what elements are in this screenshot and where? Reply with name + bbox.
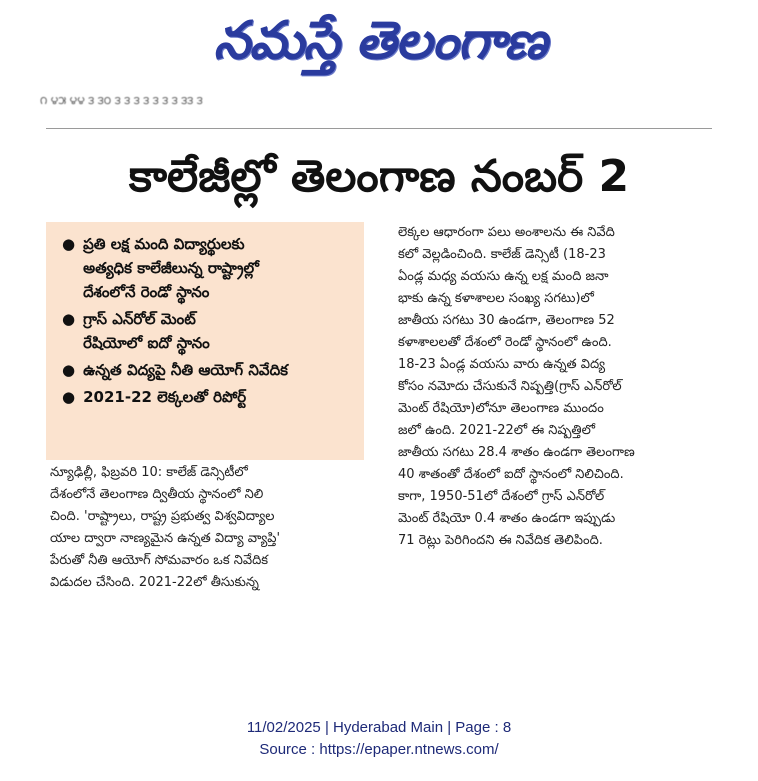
highlight-item xyxy=(62,307,356,355)
bullet-icon: ● xyxy=(62,235,76,253)
article-body-right-column xyxy=(398,222,714,552)
body-text-line: మెంట్ రేషియో 0.4 శాతం ఉండగా ఇప్పుడు xyxy=(398,511,616,526)
bullet-icon: ● xyxy=(62,361,76,379)
body-text-line: న్యూఢిల్లీ, ఫిబ్రవరి 10: కాలేజ్ డెన్సిటీలో xyxy=(50,465,248,480)
body-text-line: దేశంలోనే తెలంగాణ ద్వితీయ స్థానంలో నిలి xyxy=(50,487,264,502)
highlights-box xyxy=(46,222,364,460)
body-text-line: జాతీయ సగటు 30 ఉండగా, తెలంగాణ 52 xyxy=(398,313,615,328)
body-text-line: 71 రెట్లు పెరిగిందని ఈ నివేదిక తెలిపింది. xyxy=(398,533,603,548)
body-text-line: 18-23 ఏండ్ల వయసు వారు ఉన్నత విద్య xyxy=(398,357,606,372)
body-text-line: మెంట్ రేషియో)లోనూ తెలంగాణ ముందం xyxy=(398,401,604,416)
body-text-line: కోసం నమోదు చేసుకునే నిష్పత్తి(గ్రాస్ ఎన్‌రోల్ xyxy=(398,379,622,394)
masthead-title: నమస్తే తెలంగాణ xyxy=(213,11,547,71)
body-text-line: కళాశాలలతో దేశంలో రెండో స్థానంలో ఉంది. xyxy=(398,335,612,350)
highlight-text: ప్రతి లక్ష మంది విద్యార్థులకు అత్యధిక కాలేజీలున్న రాష్ట్రాల్లో దేశంలోనే రెండో స్థానం xyxy=(83,235,259,301)
body-text-line: పేరుతో నీతి ఆయోగ్ సోమవారం ఒక నివేదిక xyxy=(50,553,269,568)
body-text-line: చింది. 'రాష్ట్రాలు, రాష్ట్ర ప్రభుత్వ విశ్వవిద్యాల xyxy=(50,509,275,524)
source-footer xyxy=(0,717,758,761)
highlight-text: గ్రాస్ ఎన్‌రోల్ మెంట్ రేషియోలో ఐదో స్థానం xyxy=(83,310,210,352)
edition-info: 11/02/2025 | Hyderabad Main | Page : 8 xyxy=(246,719,512,736)
highlight-item xyxy=(62,385,356,409)
bullet-icon: ● xyxy=(62,388,76,406)
body-text-line: 40 శాతంతో దేశంలో ఐదో స్థానంలో నిలిచింది. xyxy=(398,467,624,482)
body-text-line: లెక్కల ఆధారంగా పలు అంశాలను ఈ నివేది xyxy=(398,225,615,240)
highlight-item xyxy=(62,232,356,304)
body-text-line: కలో వెల్లడించింది. కాలేజ్ డెన్సిటీ (18-23 xyxy=(398,247,606,262)
body-text-line: జాతీయ సగటు 28.4 శాతం ఉండగా తెలంగాణ xyxy=(398,445,635,460)
body-text-line: విడుదల చేసింది. 2021-22లో తీసుకున్న xyxy=(50,575,259,590)
body-text-line: కాగా, 1950-51లో దేశంలో గ్రాస్ ఎన్‌రోల్ xyxy=(398,489,605,504)
highlight-text: ఉన్నత విద్యపై నీతి ఆయోగ్ నివేదిక xyxy=(83,361,288,379)
source-url: Source : https://epaper.ntnews.com/ xyxy=(259,741,499,758)
body-text-line: భాకు ఉన్న కళాశాలల సంఖ్య సగటు)లో xyxy=(398,291,594,306)
divider-rule xyxy=(46,128,712,129)
highlight-item xyxy=(62,358,356,382)
body-text-line: యాల ద్వారా నాణ్యమైన ఉన్నత విద్యా వ్యాప్తి' xyxy=(50,531,281,546)
article-headline: కాలేజీల్లో తెలంగాణ నంబర్ 2 xyxy=(128,151,630,202)
highlight-text: 2021-22 లెక్కలతో రిపోర్ట్ xyxy=(83,388,247,406)
body-text-line: ఏండ్ల మధ్య వయసు ఉన్న లక్ష మంది జనా xyxy=(398,269,609,284)
article-body-left-column xyxy=(50,462,364,594)
bullet-icon: ● xyxy=(62,310,76,328)
body-text-line: జలో ఉంది. 2021-22లో ఈ నిష్పత్తిలో xyxy=(398,423,595,438)
clipped-text-strip: ౧ ౪౫ ౪౪ ౩ ౩౦ ౩ ౩ ౩ ౩ ౩ ౩ ౩ ౩౩ ౩ xyxy=(40,94,203,107)
masthead-logo xyxy=(150,6,610,76)
